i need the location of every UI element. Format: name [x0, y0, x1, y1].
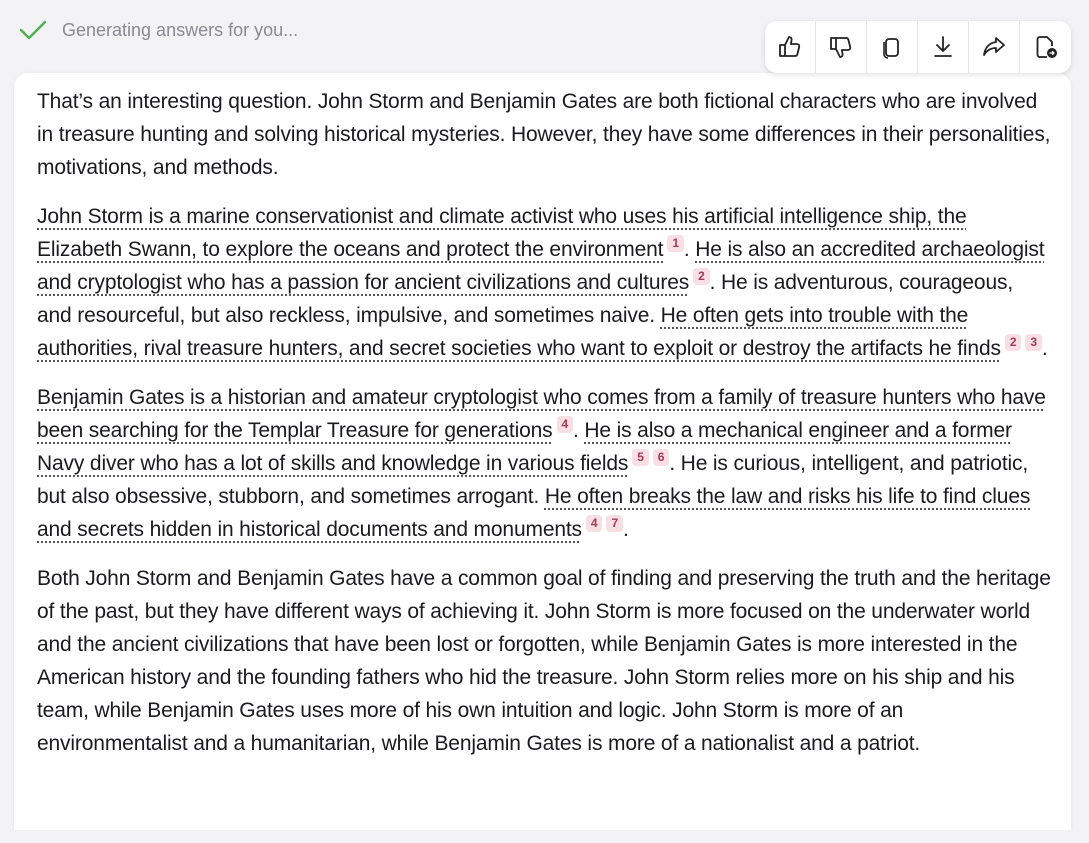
plain-text: . He is curious, intelligent, and patriotic, but also obsessive, stubborn, and sometimes arrogant.	[37, 452, 1029, 508]
like-button[interactable]	[765, 21, 816, 73]
answer-card	[14, 73, 1071, 843]
plain-text: .	[683, 238, 696, 261]
answer-paragraph-3	[37, 381, 1052, 546]
download-icon	[930, 34, 956, 60]
share-icon	[981, 34, 1007, 60]
answer-paragraph-1: That’s an interesting question. John Storm and Benjamin Gates are both fictional characters who are involved in treasure hunting and solving historical mysteries. However, they have some differences in their personalities, motivations, and methods.	[37, 90, 1051, 179]
answer-paragraph-4: Both John Storm and Benjamin Gates have a common goal of finding and preserving the truth and the heritage of the past, but they have different ways of achieving it. John Storm is more focused on the underwater world and the ancient civilizations that have been lost or forgotten, while Benjamin Gates is more interested in the American history and the founding fathers who hid the treasure. John Storm relies more on his ship and his team, while Benjamin Gates uses more of his own intuition and logic. John Storm is more of an environmentalist and a humanitarian, while Benjamin Gates is more of a nationalist and a patriot.	[37, 567, 1051, 755]
export-button[interactable]	[1020, 21, 1071, 73]
citation-badge[interactable]: 2	[1005, 334, 1022, 351]
citation-badge[interactable]: 2	[693, 268, 710, 285]
citation-badge[interactable]: 1	[667, 235, 684, 252]
copy-button[interactable]	[867, 21, 918, 73]
cited-sentence[interactable]: Benjamin Gates is a historian and amateur cryptologist who comes from a family of treasure hunters who have been searching for the Templar Treasure for generations	[37, 386, 1046, 442]
cited-sentence[interactable]: John Storm is a marine conservationist and climate activist who uses his artificial intelligence ship, the Elizabeth Swann, to explore the oceans and protect the environment	[37, 205, 967, 261]
cited-sentence[interactable]: He often breaks the law and risks his life to find clues and secrets hidden in historical documents and monuments	[37, 485, 1031, 541]
citation-badge[interactable]: 6	[653, 449, 670, 466]
generating-status	[18, 18, 298, 42]
plain-text: .	[622, 518, 629, 541]
citation-badge[interactable]: 4	[557, 416, 574, 433]
cited-sentence[interactable]: He is also a mechanical engineer and a former Navy diver who has a lot of skills and knowledge in various fields	[37, 419, 1012, 475]
cited-sentence[interactable]: He often gets into trouble with the authorities, rival treasure hunters, and secret societies who want to exploit or destroy the artifacts he finds	[37, 304, 1001, 360]
citation-badge[interactable]: 7	[606, 515, 623, 532]
thumbs-up-icon	[777, 34, 803, 60]
copy-icon	[879, 34, 905, 60]
bottom-edge	[0, 830, 1089, 843]
answer-content	[37, 85, 1052, 776]
answer-paragraph-2	[37, 200, 1052, 365]
plain-text: .	[573, 419, 585, 442]
response-toolbar	[765, 21, 1071, 73]
plain-text: . He is adventurous, courageous, and resourceful, but also reckless, impulsive, and sometimes naive.	[37, 271, 1014, 327]
checkmark-icon	[18, 18, 48, 42]
citation-badge[interactable]: 3	[1025, 334, 1042, 351]
share-button[interactable]	[969, 21, 1020, 73]
citation-badge[interactable]: 5	[632, 449, 649, 466]
dislike-button[interactable]	[816, 21, 867, 73]
plain-text: .	[1041, 337, 1048, 360]
status-text: Generating answers for you...	[62, 19, 299, 40]
citation-badge[interactable]: 4	[586, 515, 603, 532]
download-button[interactable]	[918, 21, 969, 73]
thumbs-down-icon	[828, 34, 854, 60]
export-icon	[1033, 34, 1059, 60]
cited-sentence[interactable]: He is also an accredited archaeologist and cryptologist who has a passion for ancient civilizations and cultures	[37, 238, 1045, 294]
